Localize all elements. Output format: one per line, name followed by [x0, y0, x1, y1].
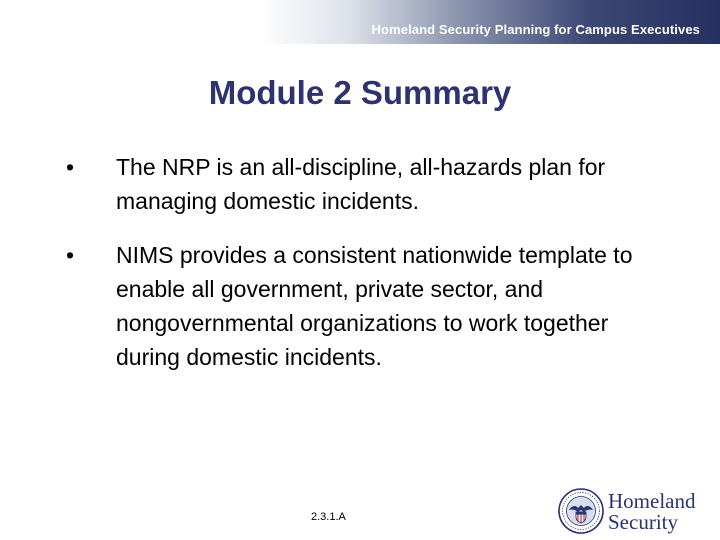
header-bar	[0, 0, 720, 44]
slide-title: Module 2 Summary	[208, 74, 512, 111]
bullet-list	[0, 150, 720, 394]
bullet-item	[0, 238, 720, 374]
header-title: Homeland Security Planning for Campus Executives	[371, 22, 700, 37]
homeland-security-logo	[558, 488, 718, 536]
logo-text-homeland: Homeland	[608, 489, 696, 513]
bullet-point-icon: •	[66, 242, 75, 268]
bullet-text: NIMS provides a consistent nationwide template to enable all government, private sector, and nongovernmental organizations to work together during domestic incidents.	[116, 242, 633, 370]
dhs-seal-icon	[558, 488, 604, 534]
slide-number: 2.3.1.A	[311, 511, 346, 523]
bullet-text: The NRP is an all-discipline, all-hazards plan for managing domestic incidents.	[116, 154, 606, 214]
logo-text-security: Security	[608, 510, 678, 534]
bullet-item	[0, 150, 720, 218]
bullet-point-icon: •	[66, 154, 75, 180]
